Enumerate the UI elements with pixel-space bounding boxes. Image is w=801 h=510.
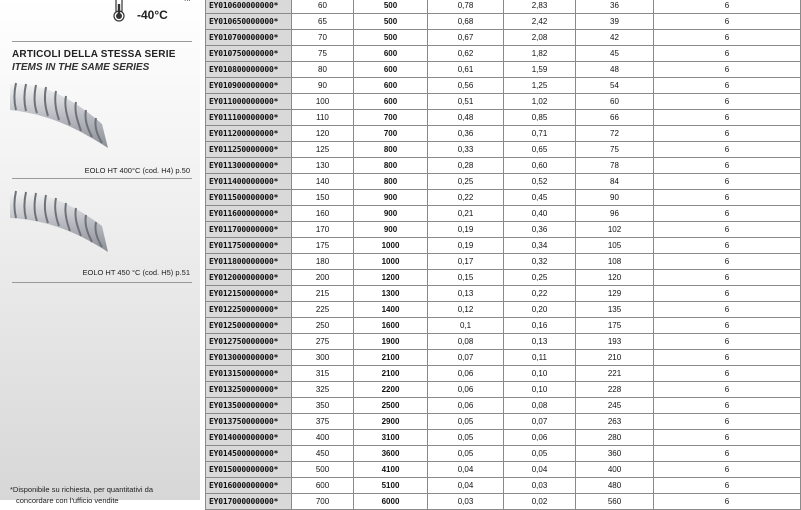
table-cell: 0,06 bbox=[428, 398, 504, 414]
table-row bbox=[206, 206, 801, 222]
table-cell: 2900 bbox=[354, 414, 428, 430]
table-cell: 1600 bbox=[354, 318, 428, 334]
table-cell: 280 bbox=[576, 430, 654, 446]
table-cell: 80 bbox=[292, 62, 354, 78]
table-row bbox=[206, 430, 801, 446]
table-cell: 225 bbox=[292, 302, 354, 318]
table-cell: 0,06 bbox=[428, 366, 504, 382]
table-cell: 0,85 bbox=[504, 110, 576, 126]
table-cell: 325 bbox=[292, 382, 354, 398]
table-cell: 1,59 bbox=[504, 62, 576, 78]
table-cell: 175 bbox=[292, 238, 354, 254]
series-title: ARTICOLI DELLA STESSA SERIE bbox=[12, 49, 176, 60]
table-cell: 78 bbox=[576, 158, 654, 174]
table-row bbox=[206, 494, 801, 510]
min-temperature-label: -40°C bbox=[137, 8, 168, 22]
table-cell: 300 bbox=[292, 350, 354, 366]
table-cell: 0,21 bbox=[428, 206, 504, 222]
table-cell: 275 bbox=[292, 334, 354, 350]
table-row bbox=[206, 382, 801, 398]
table-cell: 600 bbox=[354, 94, 428, 110]
table-cell: 6 bbox=[654, 494, 801, 510]
product-code-cell: EY017000000000* bbox=[206, 494, 292, 510]
product-code-cell: EY012250000000* bbox=[206, 302, 292, 318]
table-cell: 6 bbox=[654, 350, 801, 366]
product-code-cell: EY011750000000* bbox=[206, 238, 292, 254]
product-code-cell: EY012150000000* bbox=[206, 286, 292, 302]
table-cell: 6 bbox=[654, 238, 801, 254]
table-cell: 0,36 bbox=[504, 222, 576, 238]
table-cell: 96 bbox=[576, 206, 654, 222]
table-cell: 0,19 bbox=[428, 238, 504, 254]
table-cell: 175 bbox=[576, 318, 654, 334]
table-cell: 6 bbox=[654, 30, 801, 46]
table-cell: 700 bbox=[354, 110, 428, 126]
table-cell: 0,06 bbox=[428, 382, 504, 398]
table-cell: 200 bbox=[292, 270, 354, 286]
table-cell: 3100 bbox=[354, 430, 428, 446]
table-cell: 315 bbox=[292, 366, 354, 382]
table-cell: 0,06 bbox=[504, 430, 576, 446]
table-cell: 400 bbox=[292, 430, 354, 446]
table-cell: 102 bbox=[576, 222, 654, 238]
table-cell: 0,52 bbox=[504, 174, 576, 190]
footnote bbox=[10, 484, 190, 506]
table-row bbox=[206, 30, 801, 46]
table-cell: 6 bbox=[654, 302, 801, 318]
table-cell: 0,32 bbox=[504, 254, 576, 270]
table-cell: 129 bbox=[576, 286, 654, 302]
table-row bbox=[206, 14, 801, 30]
table-cell: 2500 bbox=[354, 398, 428, 414]
table-cell: 0,36 bbox=[428, 126, 504, 142]
table-cell: 170 bbox=[292, 222, 354, 238]
table-cell: 700 bbox=[354, 126, 428, 142]
table-cell: 39 bbox=[576, 14, 654, 30]
table-cell: 6 bbox=[654, 366, 801, 382]
table-cell: 600 bbox=[292, 478, 354, 494]
table-row bbox=[206, 398, 801, 414]
table-cell: 0,08 bbox=[504, 398, 576, 414]
table-cell: 0,05 bbox=[428, 446, 504, 462]
table-row bbox=[206, 270, 801, 286]
table-cell: 2200 bbox=[354, 382, 428, 398]
table-cell: 6 bbox=[654, 126, 801, 142]
table-cell: 0,07 bbox=[428, 350, 504, 366]
table-cell: 0,28 bbox=[428, 158, 504, 174]
product-code-cell: EY011100000000* bbox=[206, 110, 292, 126]
product-code-cell: EY013250000000* bbox=[206, 382, 292, 398]
table-cell: 110 bbox=[292, 110, 354, 126]
table-row bbox=[206, 174, 801, 190]
table-row bbox=[206, 462, 801, 478]
table-cell: 360 bbox=[576, 446, 654, 462]
footnote-line: concordare con l'ufficio vendite bbox=[16, 496, 119, 505]
table-row bbox=[206, 414, 801, 430]
table-cell: 900 bbox=[354, 206, 428, 222]
table-cell: 0,22 bbox=[428, 190, 504, 206]
table-cell: 180 bbox=[292, 254, 354, 270]
product-code-cell: EY011400000000* bbox=[206, 174, 292, 190]
max-temperature-fragment bbox=[184, 0, 191, 3]
product-code-cell: EY011700000000* bbox=[206, 222, 292, 238]
table-cell: 193 bbox=[576, 334, 654, 350]
product-code-cell: EY010600000000* bbox=[206, 0, 292, 14]
table-cell: 6 bbox=[654, 78, 801, 94]
product-label-h5: EOLO HT 450 °C (cod. H5) p.51 bbox=[82, 268, 190, 277]
table-cell: 1000 bbox=[354, 254, 428, 270]
table-cell: 0,07 bbox=[504, 414, 576, 430]
table-cell: 0,68 bbox=[428, 14, 504, 30]
temperature-indicator bbox=[100, 0, 200, 28]
product-code-cell: EY011250000000* bbox=[206, 142, 292, 158]
table-cell: 2100 bbox=[354, 350, 428, 366]
table-cell: 0,04 bbox=[504, 462, 576, 478]
table-cell: 6 bbox=[654, 270, 801, 286]
table-cell: 0,10 bbox=[504, 382, 576, 398]
table-cell: 36 bbox=[576, 0, 654, 14]
table-cell: 0,61 bbox=[428, 62, 504, 78]
product-code-cell: EY013000000000* bbox=[206, 350, 292, 366]
product-code-cell: EY010700000000* bbox=[206, 30, 292, 46]
table-cell: 700 bbox=[292, 494, 354, 510]
table-cell: 0,19 bbox=[428, 222, 504, 238]
table-cell: 0,05 bbox=[428, 430, 504, 446]
series-subtitle: ITEMS IN THE SAME SERIES bbox=[12, 62, 150, 73]
table-cell: 6 bbox=[654, 62, 801, 78]
table-row bbox=[206, 446, 801, 462]
table-cell: 45 bbox=[576, 46, 654, 62]
table-cell: 0,33 bbox=[428, 142, 504, 158]
flexible-duct-hose-icon bbox=[10, 78, 110, 158]
table-cell: 100 bbox=[292, 94, 354, 110]
table-cell: 0,05 bbox=[504, 446, 576, 462]
table-cell: 228 bbox=[576, 382, 654, 398]
table-cell: 1400 bbox=[354, 302, 428, 318]
table-cell: 0,65 bbox=[504, 142, 576, 158]
table-row bbox=[206, 126, 801, 142]
product-code-cell: EY013500000000* bbox=[206, 398, 292, 414]
table-cell: 0,56 bbox=[428, 78, 504, 94]
table-cell: 0,22 bbox=[504, 286, 576, 302]
table-cell: 120 bbox=[576, 270, 654, 286]
table-cell: 6 bbox=[654, 222, 801, 238]
table-cell: 0,25 bbox=[504, 270, 576, 286]
product-code-cell: EY011600000000* bbox=[206, 206, 292, 222]
table-cell: 6 bbox=[654, 414, 801, 430]
table-cell: 1200 bbox=[354, 270, 428, 286]
table-cell: 6 bbox=[654, 158, 801, 174]
table-cell: 6 bbox=[654, 46, 801, 62]
table-cell: 6 bbox=[654, 382, 801, 398]
table-cell: 0,67 bbox=[428, 30, 504, 46]
table-cell: 2100 bbox=[354, 366, 428, 382]
table-row bbox=[206, 366, 801, 382]
table-row bbox=[206, 158, 801, 174]
table-cell: 160 bbox=[292, 206, 354, 222]
table-cell: 0,40 bbox=[504, 206, 576, 222]
table-cell: 108 bbox=[576, 254, 654, 270]
table-cell: 54 bbox=[576, 78, 654, 94]
table-row bbox=[206, 334, 801, 350]
table-cell: 6000 bbox=[354, 494, 428, 510]
table-cell: 450 bbox=[292, 446, 354, 462]
table-row bbox=[206, 222, 801, 238]
product-code-cell: EY013150000000* bbox=[206, 366, 292, 382]
table-cell: 0,02 bbox=[504, 494, 576, 510]
divider bbox=[12, 178, 192, 179]
product-code-cell: EY011800000000* bbox=[206, 254, 292, 270]
table-row bbox=[206, 286, 801, 302]
table-row bbox=[206, 142, 801, 158]
table-cell: 75 bbox=[292, 46, 354, 62]
table-cell: 48 bbox=[576, 62, 654, 78]
table-cell: 105 bbox=[576, 238, 654, 254]
table-cell: 0,25 bbox=[428, 174, 504, 190]
table-cell: 6 bbox=[654, 430, 801, 446]
table-cell: 6 bbox=[654, 190, 801, 206]
table-cell: 2,42 bbox=[504, 14, 576, 30]
divider bbox=[12, 41, 192, 42]
table-cell: 6 bbox=[654, 0, 801, 14]
table-row bbox=[206, 302, 801, 318]
table-row bbox=[206, 94, 801, 110]
table-cell: 400 bbox=[576, 462, 654, 478]
table-cell: 600 bbox=[354, 46, 428, 62]
table-cell: 90 bbox=[576, 190, 654, 206]
table-cell: 0,34 bbox=[504, 238, 576, 254]
product-code-cell: EY010800000000* bbox=[206, 62, 292, 78]
table-cell: 72 bbox=[576, 126, 654, 142]
product-code-cell: EY011500000000* bbox=[206, 190, 292, 206]
product-code-cell: EY010750000000* bbox=[206, 46, 292, 62]
table-cell: 150 bbox=[292, 190, 354, 206]
table-cell: 3600 bbox=[354, 446, 428, 462]
product-code-cell: EY014000000000* bbox=[206, 430, 292, 446]
table-cell: 1,82 bbox=[504, 46, 576, 62]
table-cell: 135 bbox=[576, 302, 654, 318]
table-cell: 0,13 bbox=[504, 334, 576, 350]
table-cell: 75 bbox=[576, 142, 654, 158]
product-label-h4: EOLO HT 400°C (cod. H4) p.50 bbox=[84, 166, 190, 175]
product-code-cell: EY016000000000* bbox=[206, 478, 292, 494]
table-cell: 0,10 bbox=[504, 366, 576, 382]
table-cell: 900 bbox=[354, 222, 428, 238]
table-cell: 0,78 bbox=[428, 0, 504, 14]
table-cell: 221 bbox=[576, 366, 654, 382]
table-cell: 480 bbox=[576, 478, 654, 494]
table-cell: 6 bbox=[654, 334, 801, 350]
table-cell: 6 bbox=[654, 318, 801, 334]
table-row bbox=[206, 190, 801, 206]
table-cell: 65 bbox=[292, 14, 354, 30]
table-cell: 245 bbox=[576, 398, 654, 414]
table-cell: 250 bbox=[292, 318, 354, 334]
table-cell: 4100 bbox=[354, 462, 428, 478]
table-cell: 66 bbox=[576, 110, 654, 126]
table-cell: 0,12 bbox=[428, 302, 504, 318]
table-cell: 120 bbox=[292, 126, 354, 142]
table-cell: 2,08 bbox=[504, 30, 576, 46]
table-row bbox=[206, 0, 801, 14]
table-cell: 0,51 bbox=[428, 94, 504, 110]
table-cell: 0,48 bbox=[428, 110, 504, 126]
table-cell: 0,05 bbox=[428, 414, 504, 430]
table-cell: 215 bbox=[292, 286, 354, 302]
table-cell: 0,08 bbox=[428, 334, 504, 350]
product-code-cell: EY011300000000* bbox=[206, 158, 292, 174]
table-row bbox=[206, 238, 801, 254]
table-cell: 500 bbox=[292, 462, 354, 478]
table-cell: 6 bbox=[654, 142, 801, 158]
table-cell: 84 bbox=[576, 174, 654, 190]
table-cell: 1,02 bbox=[504, 94, 576, 110]
table-cell: 263 bbox=[576, 414, 654, 430]
table-row bbox=[206, 478, 801, 494]
table-cell: 0,04 bbox=[428, 462, 504, 478]
table-cell: 130 bbox=[292, 158, 354, 174]
product-code-cell: EY012750000000* bbox=[206, 334, 292, 350]
table-cell: 375 bbox=[292, 414, 354, 430]
table-cell: 6 bbox=[654, 174, 801, 190]
table-cell: 0,04 bbox=[428, 478, 504, 494]
product-code-cell: EY011000000000* bbox=[206, 94, 292, 110]
table-cell: 60 bbox=[292, 0, 354, 14]
table-row bbox=[206, 110, 801, 126]
table-cell: 0,16 bbox=[504, 318, 576, 334]
thermometer-icon bbox=[112, 0, 126, 22]
footnote-line: *Disponibile su richiesta, per quantitativi da bbox=[10, 485, 153, 494]
table-cell: 6 bbox=[654, 94, 801, 110]
table-cell: 0,03 bbox=[504, 478, 576, 494]
table-row bbox=[206, 46, 801, 62]
table-cell: 500 bbox=[354, 30, 428, 46]
table-cell: 600 bbox=[354, 62, 428, 78]
table-cell: 0,60 bbox=[504, 158, 576, 174]
table-cell: 70 bbox=[292, 30, 354, 46]
table-row bbox=[206, 350, 801, 366]
flexible-duct-hose-icon bbox=[10, 186, 110, 266]
table-cell: 0,03 bbox=[428, 494, 504, 510]
table-cell: 125 bbox=[292, 142, 354, 158]
product-code-cell: EY015000000000* bbox=[206, 462, 292, 478]
table-cell: 560 bbox=[576, 494, 654, 510]
table-cell: 90 bbox=[292, 78, 354, 94]
table-cell: 6 bbox=[654, 206, 801, 222]
product-code-cell: EY012000000000* bbox=[206, 270, 292, 286]
table-cell: 210 bbox=[576, 350, 654, 366]
product-code-cell: EY010650000000* bbox=[206, 14, 292, 30]
table-cell: 60 bbox=[576, 94, 654, 110]
table-cell: 1000 bbox=[354, 238, 428, 254]
table-cell: 6 bbox=[654, 398, 801, 414]
table-cell: 6 bbox=[654, 286, 801, 302]
table-cell: 0,1 bbox=[428, 318, 504, 334]
table-cell: 0,11 bbox=[504, 350, 576, 366]
table-cell: 0,15 bbox=[428, 270, 504, 286]
table-cell: 800 bbox=[354, 174, 428, 190]
table-cell: 0,71 bbox=[504, 126, 576, 142]
table-cell: 1900 bbox=[354, 334, 428, 350]
table-cell: 140 bbox=[292, 174, 354, 190]
product-code-cell: EY012500000000* bbox=[206, 318, 292, 334]
product-table bbox=[205, 0, 800, 506]
table-cell: 0,45 bbox=[504, 190, 576, 206]
table-cell: 0,17 bbox=[428, 254, 504, 270]
table-cell: 1,25 bbox=[504, 78, 576, 94]
table-cell: 0,20 bbox=[504, 302, 576, 318]
table-cell: 600 bbox=[354, 78, 428, 94]
table-cell: 1300 bbox=[354, 286, 428, 302]
table-cell: 350 bbox=[292, 398, 354, 414]
table-row bbox=[206, 62, 801, 78]
table-cell: 6 bbox=[654, 478, 801, 494]
table-cell: 500 bbox=[354, 14, 428, 30]
table-row bbox=[206, 78, 801, 94]
table-row bbox=[206, 254, 801, 270]
table-cell: 5100 bbox=[354, 478, 428, 494]
table-cell: 0,13 bbox=[428, 286, 504, 302]
product-code-cell: EY013750000000* bbox=[206, 414, 292, 430]
product-code-cell: EY010900000000* bbox=[206, 78, 292, 94]
divider bbox=[12, 282, 192, 283]
table-cell: 800 bbox=[354, 158, 428, 174]
table-cell: 0,62 bbox=[428, 46, 504, 62]
table-cell: 800 bbox=[354, 142, 428, 158]
table-cell: 6 bbox=[654, 254, 801, 270]
table-cell: 2,83 bbox=[504, 0, 576, 14]
product-code-cell: EY014500000000* bbox=[206, 446, 292, 462]
table-cell: 6 bbox=[654, 446, 801, 462]
table-cell: 6 bbox=[654, 14, 801, 30]
table-row bbox=[206, 318, 801, 334]
sidebar bbox=[0, 0, 200, 505]
table-cell: 6 bbox=[654, 462, 801, 478]
product-code-cell: EY011200000000* bbox=[206, 126, 292, 142]
table-body bbox=[206, 0, 801, 510]
table-cell: 500 bbox=[354, 0, 428, 14]
table-cell: 42 bbox=[576, 30, 654, 46]
table-cell: 6 bbox=[654, 110, 801, 126]
table-cell: 900 bbox=[354, 190, 428, 206]
